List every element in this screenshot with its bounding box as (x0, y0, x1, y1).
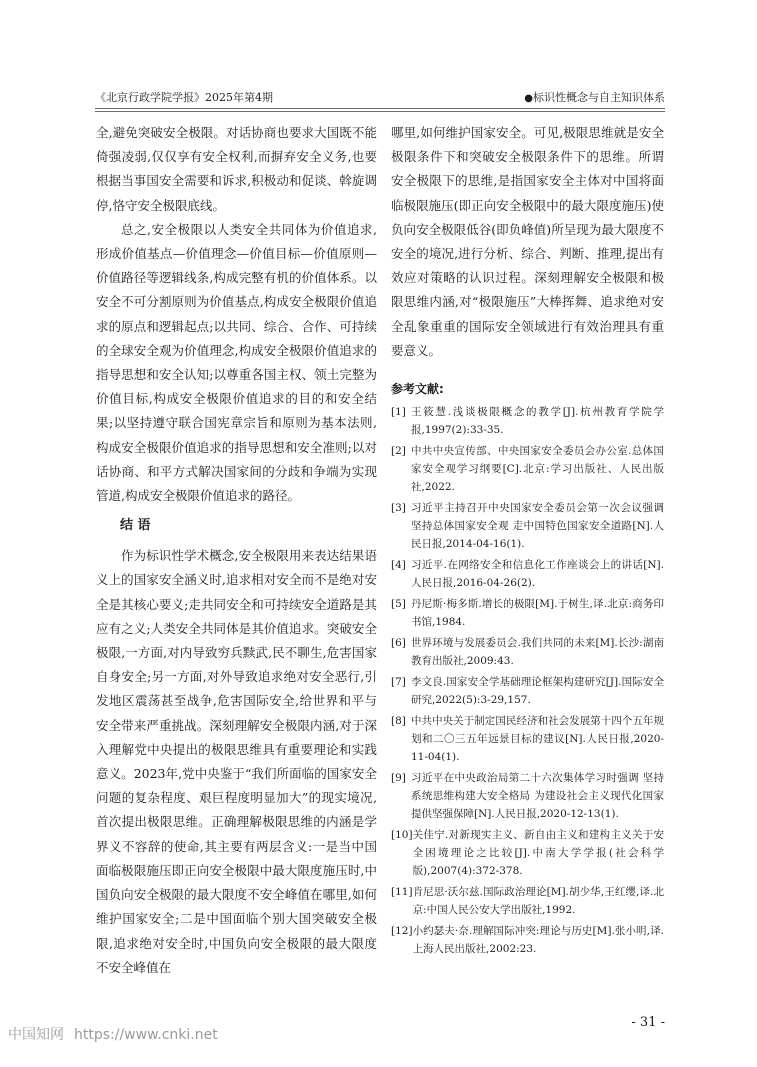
reference-text: 中共中央关于制定国民经济和社会发展第十四个五年规划和二〇三五年远景目标的建议[N].人民日报,2020-11-04(1). (411, 715, 664, 764)
reference-number: [3] (391, 502, 406, 515)
paragraph: 作为标识性学术概念,安全极限用来表达结果语义上的国家安全涵义时,追求相对安全而不是绝对安全是其核心要义;走共同安全和可持续安全道路是其应有之义;人类安全共同体是其价值追求。突破安全极限,一方面,对内导致穷兵黩武,民不聊生,危害国家自身安全;另一方面,对外导致追求绝对安全恶行,引发地区震荡甚至战争,危害国际安全,给世界和平与安全带来严重挑战。深刻理解安全极限内涵,对于深入理解党中央提出的极限思维具有重要理论和实践意义。2023年,党中央鉴于“我们所面临的国家安全问题的复杂程度、艰巨程度明显加大”的现实境况,首次提出极限思维。正确理解极限思维的内涵是学界义不容辞的使命,其主要有两层含义:一是当中国面临极限施压即正向安全极限中最大限度施压时,中国负向安全极限的最大限度不安全峰值在哪里,如何维护国家安全;二是中国面临个别大国突破安全极限,追求绝对安全时,中国负向安全极限的最大限度不安全峰值在 (96, 548, 377, 975)
references-list (391, 403, 664, 958)
reference-number: [7] (391, 676, 406, 689)
header-rule-bottom (95, 111, 665, 112)
section-title (524, 88, 665, 109)
reference-text: 丹尼斯·梅多斯.增长的极限[M].于树生,译.北京:商务印书馆,1984. (411, 598, 664, 629)
reference-number: [12] (391, 925, 413, 938)
reference-number: [2] (391, 445, 406, 458)
header-rule-top (95, 108, 665, 109)
reference-text: 世界环境与发展委员会.我们共同的未来[M].长沙:湖南教育出版社,2009:43. (411, 637, 664, 668)
reference-item (391, 769, 664, 823)
running-header (95, 88, 665, 108)
reference-item (391, 922, 664, 958)
reference-text: 习近平在中央政治局第二十六次集体学习时强调 坚持系统思维构建大安全格局 为建设社会主义现代化国家提供坚强保障[N].人民日报,2020-12-13(1). (411, 772, 664, 821)
reference-item (391, 442, 664, 496)
reference-text: 中共中央宣传部、中央国家安全委员会办公室.总体国家安全观学习纲要[C].北京:学习出版社、人民出版社,2022. (411, 445, 664, 494)
reference-item (391, 499, 664, 553)
reference-text: 习近平.在网络安全和信息化工作座谈会上的讲话[N].人民日报,2016-04-26(2). (411, 559, 664, 590)
reference-item (391, 595, 664, 631)
watermark-brand: 中国知网 (8, 1027, 64, 1043)
bullet-icon: ● (524, 93, 533, 104)
reference-number: [1] (391, 406, 406, 419)
reference-text: 习近平主持召开中央国家安全委员会第一次会议强调 坚持总体国家安全观 走中国特色国家安全道路[N].人民日报,2014-04-16(1). (411, 502, 664, 551)
paragraph: 总之,安全极限以人类安全共同体为价值追求,形成价值基点—价值理念—价值目标—价值原则—价值路径等逻辑线条,构成完整有机的价值体系。以安全不可分割原则为价值基点,构成安全极限价值追求的原点和逻辑起点;以共同、综合、合作、可持续的全球安全观为价值理念,构成安全极限价值追求的指导思想和安全认知;以尊重各国主权、领土完整为价值目标,构成安全极限价值追求的目的和安全结果;以坚持遵守联合国宪章宗旨和原则为基本法则,构成安全极限价值追求的指导思想和安全准则;以对话协商、和平方式解决国家间的分歧和争端为实现管道,构成安全极限价值追求的路径。 (96, 221, 377, 504)
reference-item (391, 883, 664, 919)
reference-number: [8] (391, 715, 406, 728)
reference-number: [5] (391, 598, 406, 611)
reference-item (391, 712, 664, 766)
right-column (391, 121, 664, 961)
reference-item (391, 634, 664, 670)
page-number: - 31 - (631, 1015, 665, 1030)
reference-text: 李文良.国家安全学基础理论框架构建研究[J].国际安全研究,2022(5):3-29,157. (411, 676, 664, 707)
references-title: 参考文献: (391, 382, 444, 397)
paragraph: 哪里,如何维护国家安全。可见,极限思维就是安全极限条件下和突破安全极限条件下的思维。所谓安全极限下的思维,是指国家安全主体对中国将面临极限施压(即正向安全极限中的最大限度施压)使负向安全极限低谷(即负峰值)所呈现为最大限度不安全的境况,进行分析、综合、判断、推理,提出有效应对策略的认识过程。深刻理解安全极限和极限思维内涵,对“极限施压”大棒挥舞、追求绝对安全乱象重重的国际安全领域进行有效治理具有重要意义。 (391, 125, 664, 358)
reference-item (391, 673, 664, 709)
reference-number: [6] (391, 637, 406, 650)
reference-text: 小约瑟夫·奈.理解国际冲突:理论与历史[M].张小明,译.上海人民出版社,2002:23. (412, 925, 664, 956)
watermark-url: https://www.cnki.net (74, 1027, 218, 1043)
journal-title: 《北京行政学院学报》2025年第4期 (95, 91, 273, 104)
reference-number: [10] (391, 829, 413, 842)
reference-number: [9] (391, 772, 406, 785)
reference-text: 肯尼思·沃尔兹.国际政治理论[M].胡少华,王红缨,译.北京:中国人民公安大学出版社,1992. (412, 886, 664, 917)
left-column (96, 121, 377, 980)
section-label: 标识性概念与自主知识体系 (533, 91, 665, 104)
reference-text: 关佳宁.对新现实主义、新自由主义和建构主义关于安全困境理论之比较[J].中南大学学报(社会科学版),2007(4):372-378. (412, 829, 664, 878)
reference-item (391, 403, 664, 439)
reference-number: [4] (391, 559, 406, 572)
cnki-watermark (8, 1024, 218, 1044)
reference-item (391, 556, 664, 592)
reference-text: 王筱慧.浅谈极限概念的教学[J].杭州教育学院学报,1997(2):33-35. (411, 406, 664, 437)
section-heading: 结 语 (120, 518, 151, 534)
reference-number: [11] (391, 886, 413, 899)
reference-item (391, 826, 664, 880)
paragraph: 全,避免突破安全极限。对话协商也要求大国既不能倚强凌弱,仅仅享有安全权利,而摒弃安全义务,也要根据当事国安全需要和诉求,积极动和促谈、斡旋调停,恪守安全极限底线。 (96, 125, 377, 213)
